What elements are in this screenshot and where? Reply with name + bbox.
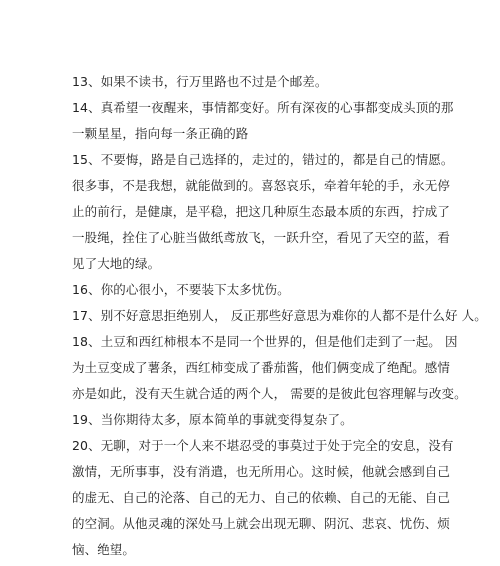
text-line: 的空洞。从他灵魂的深处马上就会出现无聊、阴沉、悲哀、忧伤、烦 xyxy=(72,516,451,531)
text-line: 18、土豆和西红柿根本不是同一个世界的，但是他们走到了一起。 因 xyxy=(72,334,458,349)
text-line: 16、你的心很小，不要装下太多忧伤。 xyxy=(72,282,290,297)
text-line: 13、如果不读书，行万里路也不过是个邮差。 xyxy=(72,74,328,89)
text-line: 的虚无、自己的沦落、自己的无力、自己的依赖、自己的无能、自己 xyxy=(72,490,451,505)
text-line: 14、真希望一夜醒来，事情都变好。所有深夜的心事都变成头顶的那 xyxy=(72,100,454,115)
text-line: 20、无聊，对于一个人来不堪忍受的事莫过于处于完全的安息，没有 xyxy=(72,438,454,453)
text-line: 一颗星星，指向每一条正确的路 xyxy=(72,126,249,141)
text-line: 激情，无所事事，没有消遣，也无所用心。这时候，他就会感到自己 xyxy=(72,464,451,479)
text-line: 17、别不好意思拒绝别人， 反正那些好意思为难你的人都不是什么好 人。 xyxy=(72,308,487,323)
text-line: 为土豆变成了薯条，西红柿变成了番茄酱，他们俩变成了绝配。感情 xyxy=(72,360,451,375)
text-line: 一股绳，拴住了心脏当做纸鸢放飞，一跃升空，看见了天空的蓝，看 xyxy=(72,230,451,245)
text-line: 亦是如此，没有天生就合适的两个人， 需要的是彼此包容理解与改变。 xyxy=(72,386,467,401)
text-line: 19、当你期待太多，原本简单的事就变得复杂了。 xyxy=(72,412,353,427)
text-line: 15、不要悔，路是自己选择的，走过的，错过的，都是自己的情愿。 xyxy=(72,152,454,167)
text-line: 很多事，不是我想，就能做到的。喜怒哀乐，牵着年轮的手，永无停 xyxy=(72,178,451,193)
text-line: 止的前行，是健康，是平稳，把这几种原生态最本质的东西，拧成了 xyxy=(72,204,451,219)
text-line: 见了大地的绿。 xyxy=(72,256,161,271)
text-line: 恼、绝望。 xyxy=(72,542,136,557)
